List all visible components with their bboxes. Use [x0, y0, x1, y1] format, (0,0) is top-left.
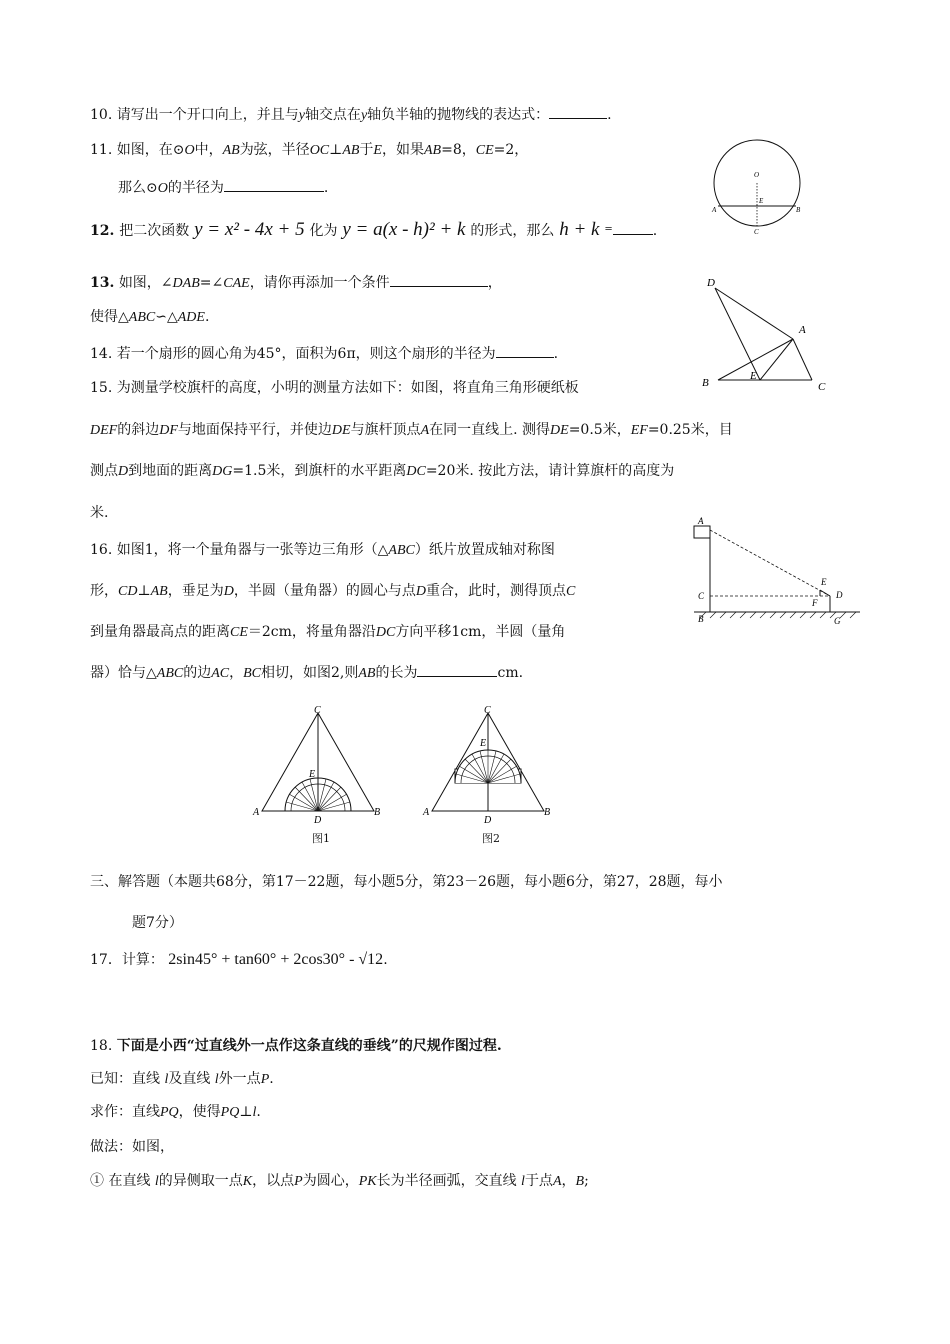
label-C: C: [314, 705, 321, 716]
question-16-line4: 器）恰与△ABC的边AC，BC相切，如图2,则AB的长为 cm.: [90, 662, 523, 684]
label-A: A: [423, 807, 430, 818]
label-C: C: [818, 381, 826, 393]
label-F: F: [812, 598, 818, 608]
answer-blank[interactable]: [549, 104, 607, 119]
label-D: D: [836, 590, 843, 600]
formula-q17: 2sin45° + tan60° + 2cos30° - √12: [168, 951, 384, 968]
question-18: 18. 下面是小西“过直线外一点作这条直线的垂线”的尺规作图过程.: [90, 1038, 502, 1054]
protractor-figure-1: [250, 705, 390, 825]
label-A: A: [698, 516, 704, 526]
label-C: C: [698, 591, 705, 601]
answer-blank[interactable]: [417, 662, 497, 677]
question-12: 12. 把二次函数 y = x² - 4x + 5 化为 y = a(x - h)² + k 的形式，那么 h + k = .: [90, 219, 658, 240]
section-3-heading-line2: 题7分）: [132, 915, 183, 931]
formula-vertex-form: y = a(x - h)² + k: [342, 219, 466, 240]
label-A: A: [253, 807, 260, 818]
question-15-line2: DEF的斜边DF与地面保持平行，并使边DE与旗杆顶点A在同一直线上. 测得DE=0.5米，EF=0.25米，目: [90, 422, 733, 438]
question-13: 13. 如图，∠DAB=∠CAE，请你再添加一个条件 ，: [90, 272, 502, 294]
label-B: B: [544, 807, 551, 818]
label-E: E: [759, 197, 764, 205]
label-G: G: [834, 616, 841, 626]
answer-blank[interactable]: [224, 177, 324, 192]
answer-blank[interactable]: [390, 272, 488, 287]
label-C: C: [484, 705, 491, 716]
question-16: 16. 如图1，将一个量角器与一张等边三角形（△ABC）纸片放置成轴对称图: [90, 542, 555, 558]
label-E: E: [309, 769, 316, 780]
figure-1-caption: 图1: [312, 832, 330, 845]
label-A: A: [799, 324, 806, 336]
question-10: 10. 请写出一个开口向上，并且与y轴交点在y轴负半轴的抛物线的表达式： .: [90, 104, 612, 126]
answer-blank[interactable]: [496, 343, 554, 358]
question-18-required: 求作：直线PQ，使得PQ⊥l.: [90, 1104, 261, 1120]
question-18-known: 已知：直线 l及直线 l外一点P.: [90, 1071, 274, 1087]
label-E: E: [821, 577, 827, 587]
question-14: 14. 若一个扇形的圆心角为45°，面积为6π，则这个扇形的半径为 .: [90, 343, 558, 364]
formula-original: y = x² - 4x + 5: [194, 219, 305, 240]
question-11: 11. 如图，在⊙O中，AB为弦，半径OC⊥AB于E，如果AB=8，CE=2，: [90, 142, 529, 158]
label-D: D: [314, 815, 322, 825]
circle-figure: [708, 136, 806, 236]
question-16-line2: 形，CD⊥AB，垂足为D，半圆（量角器）的圆心与点D重合，此时，测得顶点C: [90, 583, 576, 599]
label-E: E: [750, 370, 757, 382]
question-15-line3: 测点D到地面的距离DG=1.5米，到旗杆的水平距离DC=20米. 按此方法，请计算旗杆的高度为: [90, 463, 675, 479]
section-3-heading: 三、解答题（本题共68分，第17－22题，每小题5分，第23－26题，每小题6分，第27，28题，每小: [90, 874, 723, 890]
label-O: O: [754, 171, 760, 179]
question-15: 15. 为测量学校旗杆的高度，小明的测量方法如下：如图，将直角三角形硬纸板: [90, 380, 579, 396]
label-B: B: [374, 807, 381, 818]
label-D: D: [484, 815, 492, 825]
label-E: E: [480, 738, 487, 749]
label-B: B: [702, 377, 709, 389]
figure-2-caption: 图2: [482, 832, 500, 845]
triangle-figure-13: [698, 274, 838, 394]
label-B: B: [698, 614, 704, 624]
question-11-line2: 那么⊙O的半径为 .: [118, 177, 328, 199]
question-13-line2: 使得△ABC∽△ADE.: [90, 309, 210, 325]
label-D: D: [707, 277, 715, 289]
label-A: A: [712, 206, 717, 214]
flagpole-figure: [690, 514, 860, 630]
question-17: 17．计算： 2sin45° + tan60° + 2cos30° - √12.: [90, 951, 388, 968]
question-18-step-1: ① 在直线 l的异侧取一点K，以点P为圆心，PK长为半径画弧，交直线 l于点A，B;: [90, 1173, 589, 1189]
question-16-line3: 到量角器最高点的距离CE＝2cm，将量角器沿DC方向平移1cm，半圆（量角: [90, 624, 566, 640]
answer-blank[interactable]: [613, 222, 653, 235]
question-18-method: 做法：如图，: [90, 1139, 174, 1155]
protractor-figure-2: [420, 705, 560, 825]
label-C: C: [754, 228, 759, 236]
label-B: B: [796, 206, 801, 214]
question-15-line4: 米.: [90, 505, 109, 521]
